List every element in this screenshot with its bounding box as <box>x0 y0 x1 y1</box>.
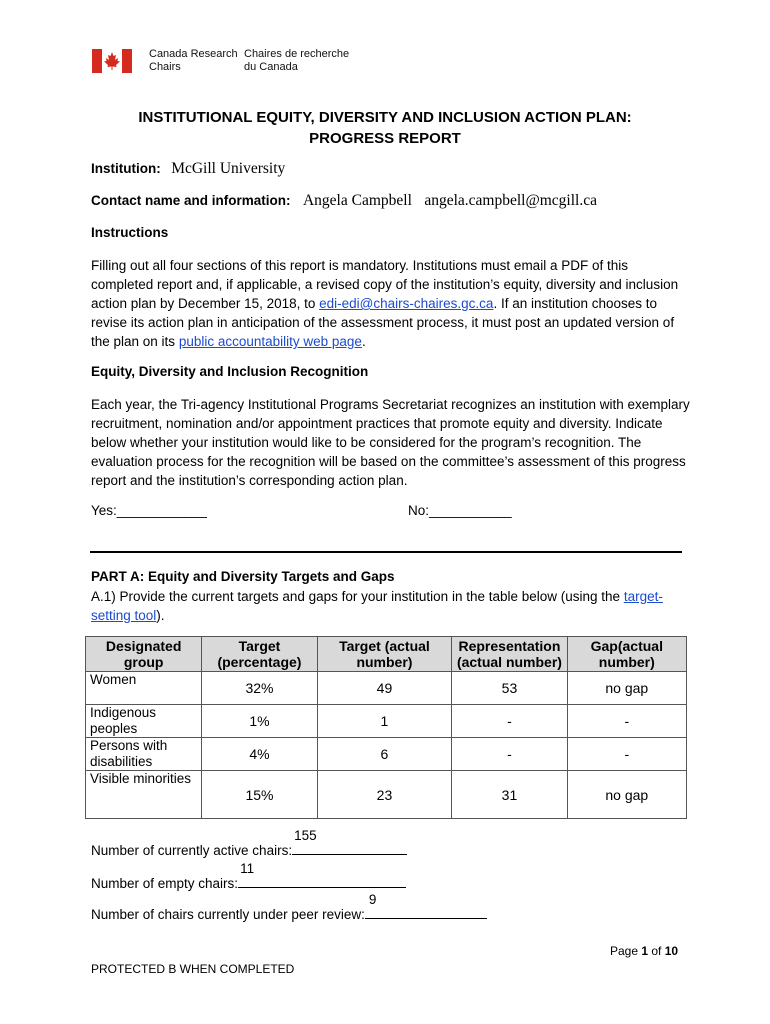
page-total: 10 <box>664 944 679 958</box>
table-header-row <box>86 637 687 672</box>
institution-label: Institution: <box>91 161 161 176</box>
logo-french-line1: Chaires de recherche <box>244 48 350 60</box>
logo-english-line2: Chairs <box>149 61 181 73</box>
page-number <box>610 944 678 958</box>
logo-english <box>149 48 238 74</box>
representation-cell[interactable]: 53 <box>452 672 567 705</box>
active-chairs-field[interactable] <box>292 828 407 855</box>
canada-flag-icon <box>92 49 132 73</box>
group-cell: Women <box>86 672 202 705</box>
instructions-text-3: . <box>361 334 366 349</box>
recognition-no-field[interactable]: No:___________ <box>408 503 512 518</box>
page-of: of <box>648 944 665 958</box>
target-pct-cell[interactable]: 1% <box>202 705 317 738</box>
target-setting-tool-link[interactable]: target-setting tool <box>91 589 663 623</box>
instructions-paragraph <box>91 256 691 351</box>
instructions-text-1: Filling out all four sections of this report is mandatory. Institutions must email a PDF of this completed report and, if applicable, a revised copy of the institution’s equity, diversity and inclusion action plan by December 15, 2018, to <box>91 258 679 311</box>
target-num-cell[interactable]: 23 <box>317 771 452 819</box>
active-chairs-row <box>91 828 407 858</box>
table-row <box>86 672 687 705</box>
title-line1: INSTITUTIONAL EQUITY, DIVERSITY AND INCLUSION ACTION PLAN: <box>138 109 632 126</box>
column-header: Gap(actual number) <box>567 637 686 672</box>
part-a-instruction <box>91 587 691 625</box>
part-a-instruction-text-1: A.1) Provide the current targets and gaps for your institution in the table below (using the <box>91 589 624 604</box>
contact-email[interactable]: angela.campbell@mcgill.ca <box>424 192 597 209</box>
target-pct-cell[interactable]: 4% <box>202 738 317 771</box>
empty-chairs-label: Number of empty chairs: <box>91 876 239 891</box>
part-a-instruction-text-2: ). <box>156 608 165 623</box>
review-chairs-row <box>91 892 487 922</box>
table-row <box>86 705 687 738</box>
contact-row <box>91 192 597 210</box>
representation-cell[interactable]: - <box>452 738 567 771</box>
contact-name[interactable]: Angela Campbell <box>302 192 412 209</box>
logo-french-line2: du Canada <box>244 61 298 73</box>
targets-table <box>85 636 687 819</box>
column-header: Designated group <box>86 637 202 672</box>
classification-footer: PROTECTED B WHEN COMPLETED <box>91 962 295 976</box>
gap-cell[interactable]: no gap <box>567 672 686 705</box>
recognition-paragraph: Each year, the Tri-agency Institutional Programs Secretariat recognizes an institution with exemplary recruitment, nomination and/or appointment practices that promote equity and diversity. Indicate below whether your institution would like to be considered for the program’s recognition. The evaluation process for the recognition will be based on the committee’s assessment of this progress report and the institution’s corresponding action plan. <box>91 397 690 488</box>
review-chairs-field[interactable] <box>365 892 487 919</box>
group-cell: Persons with disabilities <box>86 738 202 771</box>
group-cell: Visible minorities <box>86 771 202 819</box>
representation-cell[interactable]: 31 <box>452 771 567 819</box>
empty-chairs-field[interactable] <box>238 861 406 888</box>
empty-chairs-row <box>91 861 406 891</box>
logo-french <box>244 48 349 74</box>
contact-label: Contact name and information: <box>91 193 291 208</box>
active-chairs-value: 155 <box>294 828 317 843</box>
review-chairs-label: Number of chairs currently under peer review: <box>91 907 365 922</box>
instructions-heading: Instructions <box>91 225 169 240</box>
gap-cell[interactable]: - <box>567 705 686 738</box>
logo-english-line1: Canada Research <box>149 48 238 60</box>
part-a-heading: PART A: Equity and Diversity Targets and Gaps <box>91 569 395 584</box>
column-header: Target (percentage) <box>202 637 317 672</box>
public-accountability-link[interactable]: public accountability web page <box>178 334 362 349</box>
group-cell: Indigenous peoples <box>86 705 202 738</box>
representation-cell[interactable]: - <box>452 705 567 738</box>
target-num-cell[interactable]: 1 <box>317 705 452 738</box>
review-chairs-value: 9 <box>368 892 377 907</box>
instructions-text-2: . If an institution chooses to revise its action plan in anticipation of the assessment process, it must post an updated version of the plan on its <box>91 296 675 349</box>
target-pct-cell[interactable]: 32% <box>202 672 317 705</box>
target-num-cell[interactable]: 6 <box>317 738 452 771</box>
gap-cell[interactable]: no gap <box>567 771 686 819</box>
page-prefix: Page <box>610 944 642 958</box>
section-divider <box>90 551 682 553</box>
empty-chairs-value: 11 <box>240 861 255 876</box>
column-header: Target (actual number) <box>317 637 452 672</box>
table-row <box>86 771 687 819</box>
gap-cell[interactable]: - <box>567 738 686 771</box>
recognition-yes-field[interactable]: Yes:____________ <box>91 503 207 518</box>
page-title <box>60 107 710 149</box>
institution-row <box>91 160 285 178</box>
table-row <box>86 738 687 771</box>
target-num-cell[interactable]: 49 <box>317 672 452 705</box>
page-current: 1 <box>641 944 649 958</box>
institution-value[interactable]: McGill University <box>171 160 286 177</box>
active-chairs-label: Number of currently active chairs: <box>91 843 293 858</box>
column-header: Representation (actual number) <box>452 637 567 672</box>
submission-email-link[interactable]: edi-edi@chairs-chaires.gc.ca <box>319 296 494 311</box>
target-pct-cell[interactable]: 15% <box>202 771 317 819</box>
title-line2: PROGRESS REPORT <box>309 130 461 147</box>
recognition-heading: Equity, Diversity and Inclusion Recognition <box>91 364 369 379</box>
